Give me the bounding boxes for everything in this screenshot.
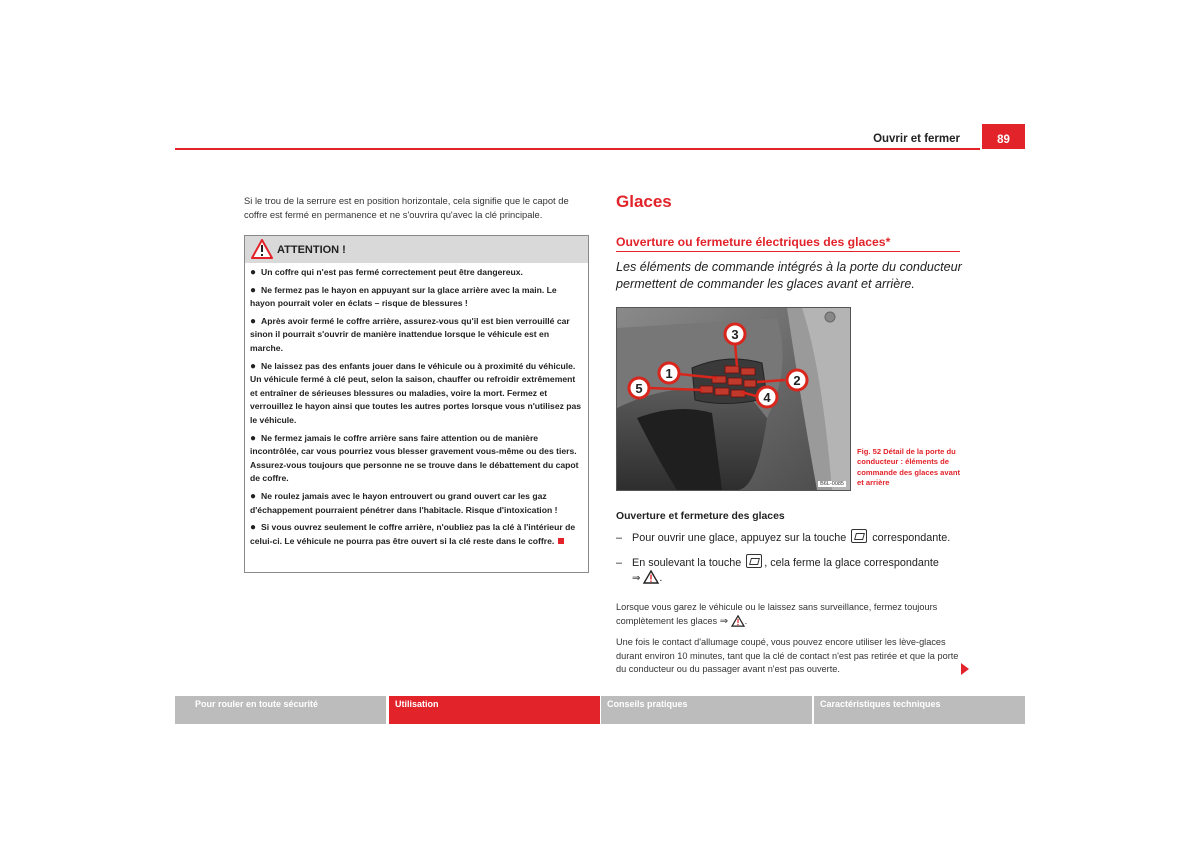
warning-item: ● Si vous ouvrez seulement le coffre arrière, n'oubliez pas la clé à l'intérieur de celui-ci. Le véhicule ne pourra pas être ouvert si la clé reste dans le coffre. (250, 522, 576, 546)
figure-caption: Fig. 52 Détail de la porte du conducteur : éléments de commande des glaces avant et arrière (857, 447, 960, 488)
svg-text:1: 1 (665, 366, 673, 381)
ignition-paragraph: Une fois le contact d'allumage coupé, vous pouvez encore utiliser les lève-glaces durant environ 10 minutes, tant que la clé de contact n'est pas retirée et que la porte du conducteur ou du passager avant n'est pas ouverte. (616, 637, 959, 674)
figure-window-controls (616, 307, 851, 491)
parking-paragraph: Lorsque vous garez le véhicule ou le laissez sans surveillance, fermez toujours complètement les glaces ⇒ . (616, 602, 938, 627)
footer-tab-specs[interactable]: Caractéristiques techniques (814, 696, 1025, 724)
subheading-rule (616, 251, 960, 252)
step-close: – En soulevant la touche , cela ferme la glace correspondante ⇒ . (616, 554, 962, 586)
svg-text:2: 2 (793, 373, 801, 388)
warning-triangle-icon (643, 570, 659, 584)
warning-item: ● Ne fermez jamais le coffre arrière sans faire attention ou de manière incontrôlée, car vous pourriez vous blesser gravement vous-même ou des tiers. Assurez-vous toujours que personne ne se trouve dans le débattement du capot de coffre. (250, 432, 579, 484)
step-open: – Pour ouvrir une glace, appuyez sur la touche correspondante. (616, 529, 962, 545)
warning-box (244, 235, 589, 573)
warning-item: ● Après avoir fermé le coffre arrière, assurez-vous qu'il est bien verrouillé car sinon il pourrait s'ouvrir de manière inattendue lorsque le véhicule est en marche. (250, 315, 570, 353)
bullet-icon: ● (250, 490, 257, 502)
door-panel-illustration (617, 308, 850, 490)
svg-text:4: 4 (763, 390, 771, 405)
bullet-icon: ● (250, 432, 257, 444)
bullet-icon: ● (250, 522, 257, 534)
svg-text:5: 5 (635, 381, 643, 396)
section-heading: Ouverture et fermeture des glaces (616, 511, 785, 522)
bullet-icon: ● (250, 267, 257, 278)
subheading: Ouverture ou fermeture électriques des glaces* (616, 235, 891, 249)
next-page-arrow-icon[interactable] (961, 663, 969, 675)
warning-item: ● Un coffre qui n'est pas fermé correctement peut être dangereux. (250, 267, 523, 278)
callout-1 (659, 363, 679, 383)
warning-triangle-icon (251, 239, 273, 259)
callout-4 (757, 387, 777, 407)
warning-list (245, 263, 588, 548)
figure-code: B6L-0085 (820, 481, 844, 487)
warning-item: ● Ne laissez pas des enfants jouer dans le véhicule ou à proximité du véhicule. Un véhicule fermé à clé peut, selon la saison, chauffer ou refroidir extrêmement et entraîner de sérieuses blessures ou maladies, voire la mort. Fermez et verrouillez le hayon ainsi que toutes les autres portes lorsque vous n'utilisez pas le véhicule. (250, 360, 582, 425)
callout-5 (629, 378, 649, 398)
callout-2 (787, 370, 807, 390)
end-mark-icon (558, 538, 564, 544)
page-number: 89 (982, 124, 1025, 149)
window-switch-key-icon (851, 529, 867, 543)
warning-title: ATTENTION ! (277, 244, 346, 256)
svg-text:3: 3 (731, 327, 739, 342)
bullet-icon: ● (250, 360, 257, 372)
bullet-icon: ● (250, 284, 257, 296)
intro-paragraph: Si le trou de la serrure est en position horizontale, cela signifie que le capot de coffre est fermé en permanence et ne s'ouvrira qu'avec la clé principale. (244, 195, 569, 220)
window-switch-key-icon (746, 554, 762, 568)
callout-3 (725, 324, 745, 344)
lead-paragraph: Les éléments de commande intégrés à la porte du conducteur permettent de commander les glaces avant et arrière. (616, 260, 962, 291)
ref-arrow: ⇒ (632, 573, 641, 584)
warning-item: ● Ne roulez jamais avec le hayon entrouvert ou grand ouvert car les gaz d'échappement pourraient pénétrer dans l'habitacle. Risque d'intoxication ! (250, 490, 558, 515)
bullet-icon: ● (250, 315, 257, 327)
header-rule (175, 148, 980, 150)
section-title: Ouvrir et fermer (873, 133, 960, 145)
warning-header (245, 236, 588, 263)
page-heading: Glaces (616, 192, 672, 211)
footer-tab-tips[interactable]: Conseils pratiques (601, 696, 812, 724)
footer-tab-safety[interactable]: Pour rouler en toute sécurité (175, 696, 386, 724)
warning-triangle-icon (731, 615, 745, 627)
footer-tab-utilisation[interactable]: Utilisation (389, 696, 600, 724)
warning-item: ● Ne fermez pas le hayon en appuyant sur la glace arrière avec la main. Le hayon pourrait voler en éclats – risque de blessures ! (250, 284, 557, 309)
